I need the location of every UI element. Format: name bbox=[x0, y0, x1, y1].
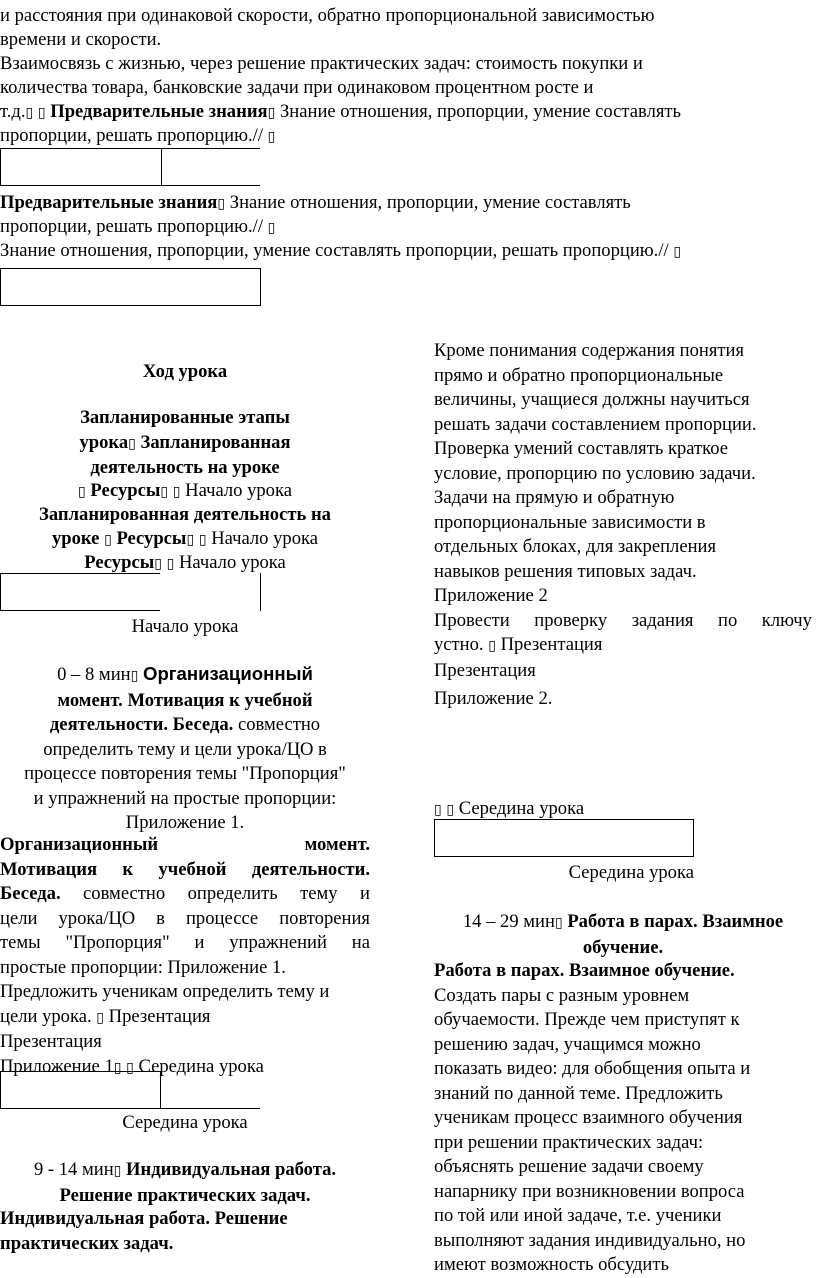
text-line: времени и скорости. bbox=[0, 29, 162, 50]
divider bbox=[162, 185, 260, 186]
start-label: Начало урока bbox=[131, 616, 239, 637]
mid-label: Середина урока bbox=[568, 862, 694, 883]
text: Знание отношения, пропорции, умение составлять bbox=[279, 101, 682, 122]
pair-heading: 14 – 29 мин▯ Работа в парах. Взаимное обучение. bbox=[462, 911, 784, 958]
table-cell-empty bbox=[0, 148, 162, 186]
resources-line: ▯ Ресурсы▯ ▯ Начало урока bbox=[78, 480, 292, 501]
org-block: 0 – 8 мин▯ Организационный момент. Мотивация к учебной деятельности. Беседа. совместно определить тему и цели урока/ЦО в процессе повторения темы "Пропорция" и упражнений на простые пропорции: Приложение 1. bbox=[24, 663, 346, 833]
missing-glyph-icon: ▯ bbox=[267, 220, 276, 236]
missing-glyph-icon: ▯ bbox=[37, 105, 46, 121]
table-cell-empty bbox=[434, 819, 694, 857]
divider bbox=[0, 1071, 1, 1109]
missing-glyph-icon: ▯ bbox=[25, 105, 34, 121]
ind-detail: Индивидуальная работа. Решение практических задач. bbox=[0, 1208, 288, 1254]
text: т.д. bbox=[0, 101, 26, 122]
text: пропорции, решать пропорцию. bbox=[0, 216, 253, 237]
org-detail: Организационный момент. Мотивация к учебной деятельности. Беседа. совместно определить тему и цели урока/ЦО в процессе повторения темы "Пропорция" и упражнений на простые пропорции: Приложение 1. Предложить ученикам определить тему и цели урока. ▯ Презентация Презентация Приложение 1▯ ▯ Середина урока bbox=[0, 834, 370, 1077]
divider bbox=[0, 573, 160, 574]
divider bbox=[0, 1108, 160, 1109]
missing-glyph-icon: ▯ bbox=[267, 129, 276, 145]
divider bbox=[0, 1071, 160, 1072]
text-line bbox=[0, 239, 681, 265]
activity-line: уроке ▯ Ресурсы▯ ▯ Начало урока bbox=[51, 528, 319, 549]
divider bbox=[160, 1071, 161, 1109]
text: Знание отношения, пропорции, умение составлять пропорции, решать пропорцию. bbox=[0, 240, 659, 261]
activity-line: Запланированная деятельность на bbox=[39, 504, 331, 525]
divider bbox=[160, 1108, 260, 1109]
text: Знание отношения, пропорции, умение составлять bbox=[229, 192, 631, 213]
text-line: и расстояния при одинаковой скорости, обратно пропорциональной зависимостью bbox=[0, 5, 655, 26]
text-line bbox=[0, 124, 275, 150]
missing-glyph-icon: ▯ bbox=[267, 105, 276, 121]
mid-label: Середина урока bbox=[122, 1112, 248, 1133]
mid-line: ▯ ▯ Середина урока bbox=[434, 798, 585, 819]
stages-heading: Запланированные этапы урока▯ Запланированная деятельность на уроке bbox=[79, 407, 291, 478]
pair-detail: Работа в парах. Взаимное обучение. Создать пары с разным уровнем обучаемости. Прежде чем приступят к решению задач, учащимся можно показать видео: для обобщения опыта и знаний по данной теме. Предложить ученикам процесс взаимного обучения при решении практических задач: объяснять решение задачи своему напарнику при возникновении вопроса по той или иной задаче, т.е. ученики выполняют задания индивидуально, но имеют возможность обсудить bbox=[434, 960, 751, 1275]
text: пропорции, решать пропорцию. bbox=[0, 125, 253, 146]
slash-glyph-icon: // bbox=[252, 216, 264, 237]
text-line bbox=[0, 215, 275, 241]
text-line: Взаимосвязь с жизнью, через решение практических задач: стоимость покупки и bbox=[0, 53, 643, 74]
resources-line: Ресурсы▯ ▯ Начало урока bbox=[84, 552, 286, 573]
bold-text: Предварительные знания bbox=[0, 192, 218, 213]
missing-glyph-icon: ▯ bbox=[673, 244, 682, 260]
slash-glyph-icon: // bbox=[252, 125, 264, 146]
divider bbox=[260, 573, 261, 611]
section-title: Ход урока bbox=[142, 361, 228, 382]
divider bbox=[162, 148, 260, 149]
text-line bbox=[0, 191, 631, 217]
ind-heading: 9 - 14 мин▯ Индивидуальная работа. Решение практических задач. bbox=[33, 1159, 337, 1206]
divider bbox=[0, 610, 160, 611]
slash-glyph-icon: // bbox=[658, 240, 669, 261]
bold-text: Предварительные знания bbox=[50, 101, 268, 122]
missing-glyph-icon: ▯ bbox=[217, 196, 226, 212]
right-block: Кроме понимания содержания понятия прямо и обратно пропорциональные величины, учащиеся должны научиться решать задачи составлением пропорции. Проверка умений составлять краткое условие, пропорцию по условию задачи. Задачи на прямую и обратную пропорциональные зависимости в отдельных блоках, для закрепления навыков решения типовых задач. Приложение 2 Провести проверку задания по ключу устно. ▯ Презентация Презентация Приложение 2. bbox=[434, 340, 812, 709]
text-line: количества товара, банковские задачи при одинаковом процентном росте и bbox=[0, 77, 594, 98]
divider bbox=[0, 573, 1, 611]
table-cell-empty bbox=[0, 268, 261, 306]
text-line bbox=[0, 100, 681, 126]
